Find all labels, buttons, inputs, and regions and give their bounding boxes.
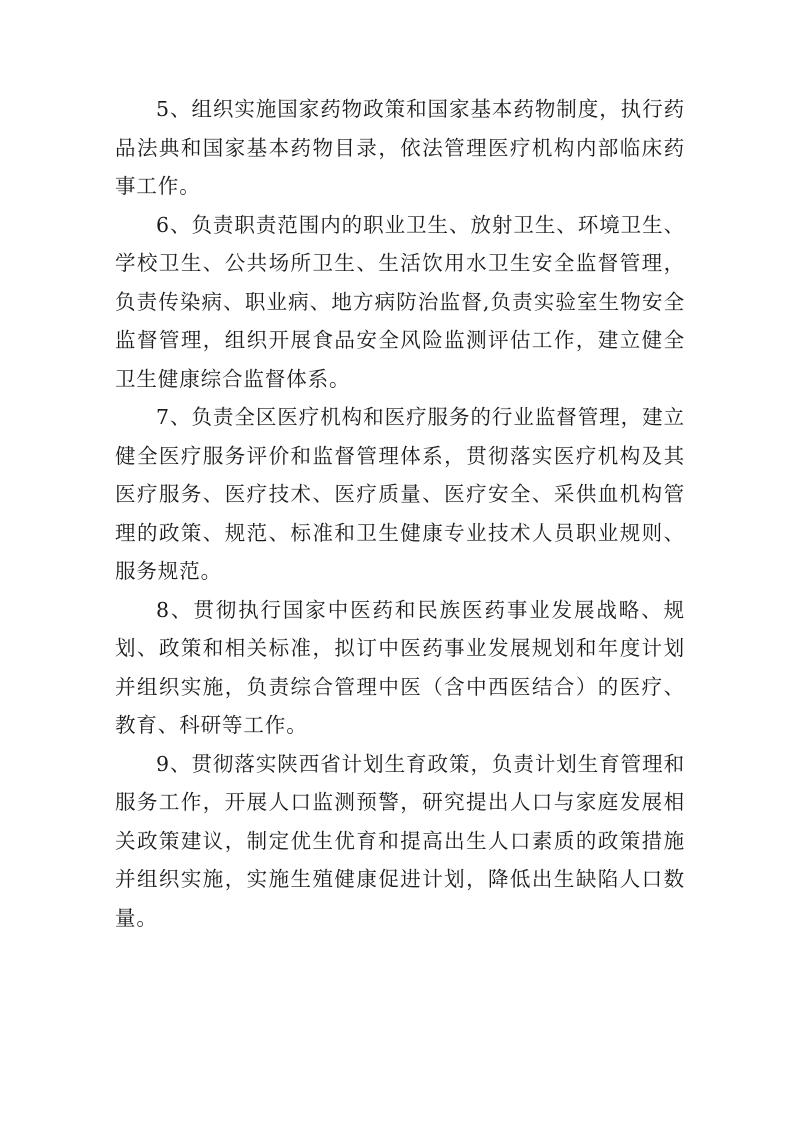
paragraph-item-5: 5、组织实施国家药物政策和国家基本药物制度，执行药品法典和国家基本药物目录，依法管理医疗机构内部临床药事工作。 xyxy=(115,97,685,198)
document-body xyxy=(115,90,685,937)
paragraph-item-8: 8、贯彻执行国家中医药和民族医药事业发展战略、规划、政策和相关标准，拟订中医药事业发展规划和年度计划并组织实施，负责综合管理中医（含中西医结合）的医疗、教育、科研等工作。 xyxy=(115,597,685,737)
paragraph-item-9: 9、贯彻落实陕西省计划生育政策，负责计划生育管理和服务工作，开展人口监测预警，研究提出人口与家庭发展相关政策建议，制定优生优育和提高出生人口素质的政策措施并组织实施，实施生殖健康促进计划，降低出生缺陷人口数量。 xyxy=(115,751,685,930)
paragraph-item-7: 7、负责全区医疗机构和医疗服务的行业监督管理，建立健全医疗服务评价和监督管理体系，贯彻落实医疗机构及其医疗服务、医疗技术、医疗质量、医疗安全、采供血机构管理的政策、规范、标准和卫生健康专业技术人员职业规则、服务规范。 xyxy=(115,405,685,583)
paragraph-item-6: 6、负责职责范围内的职业卫生、放射卫生、环境卫生、学校卫生、公共场所卫生、生活饮用水卫生安全监督管理，负责传染病、职业病、地方病防治监督,负责实验室生物安全监督管理，组织开展食品安全风险监测评估工作，建立健全卫生健康综合监督体系。 xyxy=(115,212,685,391)
